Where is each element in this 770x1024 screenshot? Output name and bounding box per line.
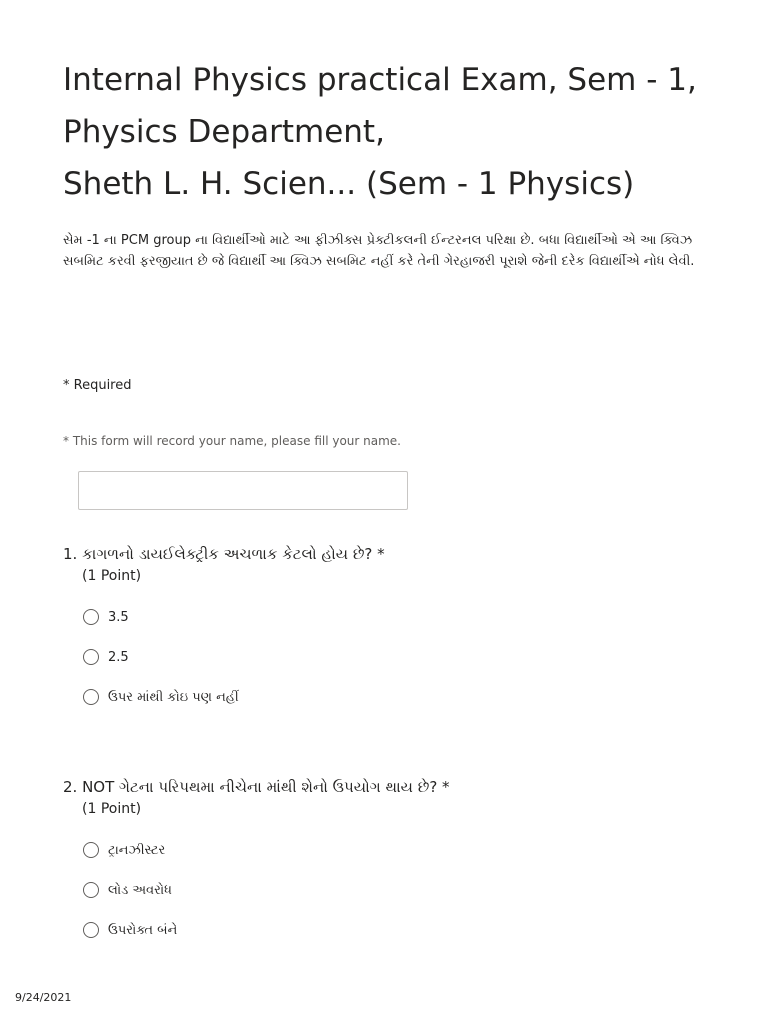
form-title-line-1: Internal Physics practical Exam, Sem - 1,	[63, 62, 697, 98]
form-title-line-2: Physics Department,	[63, 114, 385, 150]
required-note: * Required	[63, 378, 132, 393]
option-label: 2.5	[108, 649, 129, 665]
option-label: ઉપરોક્ત બંને	[108, 922, 178, 938]
question-2	[63, 776, 703, 938]
question-1	[63, 543, 703, 705]
question-2-option-2[interactable]	[83, 882, 172, 898]
option-label: ટ્રાનઝીસ્ટર	[108, 842, 166, 858]
print-date: 9/24/2021	[15, 991, 72, 1004]
question-2-option-1[interactable]	[83, 842, 165, 858]
radio-icon[interactable]	[83, 842, 99, 858]
radio-icon[interactable]	[83, 689, 99, 705]
question-1-option-2[interactable]	[83, 649, 129, 665]
radio-icon[interactable]	[83, 922, 99, 938]
record-name-note: * This form will record your name, please fill your name.	[63, 434, 401, 448]
question-1-title: 1. કાગળનો ડાયઈલેક્ટ્રીક અચળાક કેટલો હોય છે? *	[63, 545, 385, 563]
question-2-option-3[interactable]	[83, 922, 177, 938]
radio-icon[interactable]	[83, 649, 99, 665]
radio-icon[interactable]	[83, 882, 99, 898]
question-2-points: (1 Point)	[82, 801, 142, 817]
option-label: 3.5	[108, 609, 129, 625]
option-label: લોડ અવરોધ	[108, 882, 172, 898]
form-title	[63, 54, 743, 210]
question-1-option-1[interactable]	[83, 609, 129, 625]
question-1-option-3[interactable]	[83, 689, 239, 705]
name-input[interactable]	[78, 471, 408, 510]
question-2-title: 2. NOT ગેટના પરિપથમા નીચેના માંથી શેનો ઉપયોગ થાય છે? *	[63, 778, 450, 796]
form-description: સેમ -1 ના PCM group ના વિદ્યાર્થીઓ માટે આ ફીઝીક્સ પ્રેક્ટીકલની ઈન્ટરનલ પરિક્ષા છે. બધા વિદ્યાર્થીઓ એ આ ક્વિઝ સબમિટ કરવી ફરજીયાત છે જે વિદ્યાર્થી આ ક્વિઝ સબમિટ નહીં કરે તેની ગેરહાજરી પૂરાશે જેની દરેક વિદ્યાર્થીએ નોધ લેવી.	[63, 233, 695, 269]
form-title-line-3: Sheth L. H. Scien... (Sem - 1 Physics)	[63, 166, 635, 202]
radio-icon[interactable]	[83, 609, 99, 625]
question-1-points: (1 Point)	[82, 568, 142, 584]
option-label: ઉપર માંથી કોઇ પણ નહીં	[108, 689, 239, 705]
